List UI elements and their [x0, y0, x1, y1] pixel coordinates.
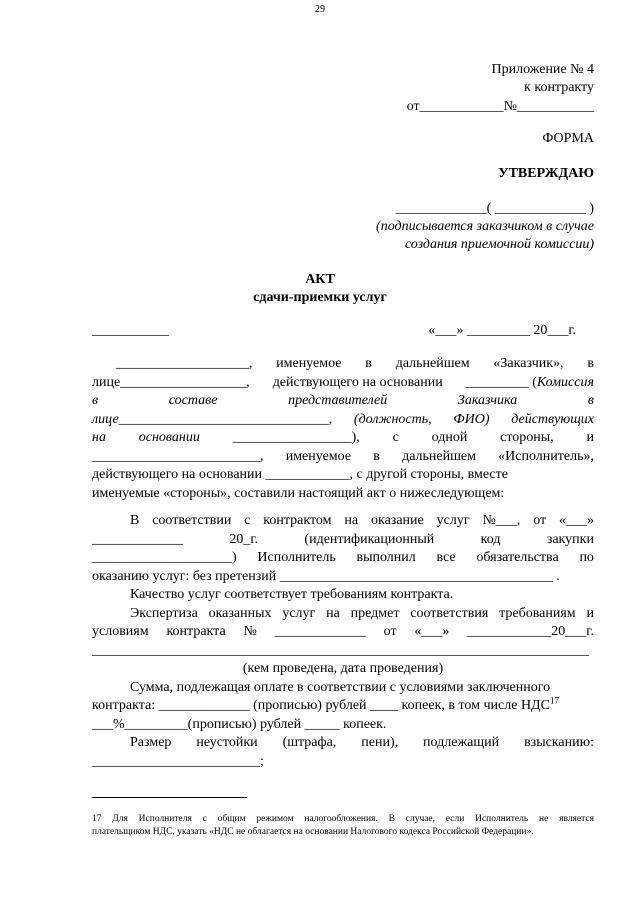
date-field: «___» _________ 20___г. [428, 323, 576, 338]
signature-line: _____________( _____________ ) [395, 201, 594, 216]
contract-line-3: ____________________) Исполнитель выполнил все обязательства по [92, 550, 594, 565]
approve-heading: УТВЕРЖДАЮ [498, 166, 594, 181]
contract-date-number-line: от____________№___________ [406, 99, 594, 114]
parties-line-2: лице__________________, действующего на основании _________ (Комиссия [92, 374, 594, 390]
sum-line-2: контракта: _____________ (прописью) рублей ____ копеек, в том числе НДС$^{17}$ [92, 695, 559, 713]
expertise-line-2: условиям контракта № _____________ от «___» ____________20___г. [92, 624, 594, 639]
expertise-blank-line: _______________________________________________________________________ [92, 642, 589, 658]
page-number: 29 [315, 4, 325, 15]
contract-line-1: В соответствии с контрактом на оказание услуг №___, от «___» [130, 513, 594, 528]
signature-note-line1: (подписывается заказчиком в случае [376, 219, 594, 234]
form-label: ФОРМА [542, 131, 594, 146]
footnote-line-2: плательщиком НДС, указать «НДС не облагается на основании Налогового кодекса Российской Федерации». [92, 827, 534, 837]
expertise-line-1: Экспертиза оказанных услуг на предмет соответствия требованиям и [130, 605, 594, 621]
quality-line: Качество услуг соответствует требованиям контракта. [130, 587, 454, 602]
expertise-caption: (кем проведена, дата проведения) [242, 661, 444, 676]
signature-note-line2: создания приемочной комиссии) [404, 237, 594, 252]
footnote-ref: 17 [549, 695, 559, 706]
footnote-line-1: 17 Для Исполнителя с общим режимом налогообложения. В случае, если Исполнитель не является [92, 814, 594, 824]
parties-line-8: именуемые «стороны», составили настоящий акт о нижеследующем: [92, 485, 505, 501]
penalty-line-2: ________________________; [92, 753, 264, 769]
parties-paragraph [92, 355, 594, 503]
act-title: АКТ [305, 272, 335, 287]
act-subtitle: сдачи-приемки услуг [253, 290, 387, 305]
contract-paragraph [92, 512, 594, 771]
parties-line-3: в составе представителей Заказчика в [92, 393, 594, 408]
parties-line-5: на основании _________________), с одной стороны, и [92, 430, 594, 445]
parties-line-4: лице______________________________, (должность, ФИО) действующих [92, 411, 594, 427]
footnote [92, 813, 594, 839]
sum-line-1: Сумма, подлежащая оплате в соответствии с условиями заключенного [130, 679, 551, 695]
sum-line-3: ___%_________(прописью) рублей _____ копеек. [92, 716, 387, 732]
footnote-separator [92, 797, 247, 798]
appendix-label: Приложение № 4 [491, 62, 594, 77]
parties-line-7: действующего на основании ____________, с другой стороны, вместе [92, 467, 508, 482]
to-contract-label: к контракту [524, 80, 594, 95]
contract-line-2: _____________ 20_г. (идентификационный код закупки [92, 531, 594, 547]
parties-line-6: ________________________, именуемое в дальнейшем «Исполнитель», [92, 448, 594, 464]
penalty-line-1: Размер неустойки (штрафа, пени), подлежащий взысканию: [130, 735, 594, 750]
parties-line-1: ___________________, именуемое в дальнейшем «Заказчик», в [115, 356, 594, 371]
contract-line-4: оказанию услуг: без претензий _______________________________________ . [92, 568, 560, 584]
place-date-row [92, 322, 594, 341]
place-field: ___________ [92, 323, 169, 338]
